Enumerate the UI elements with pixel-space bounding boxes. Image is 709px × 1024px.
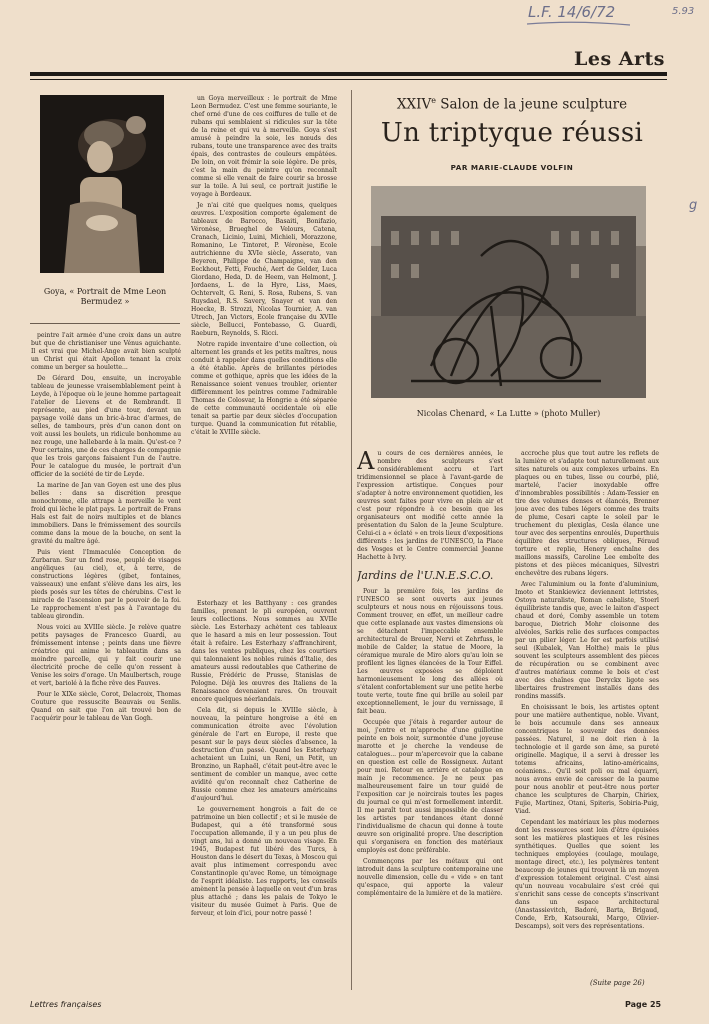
sculpture-photo [371, 186, 646, 398]
sculpture-photo-caption: Nicolas Chenard, « La Lutte » (photo Muller) [416, 409, 601, 418]
footer-page-number: Page 25 [625, 1000, 662, 1009]
paragraph: De Gérard Dou, ensuite, un incroyable tableau de jeunesse vraisemblablement peint à Leyde, à l'époque où le jeune homme partageait l'atelier de Lievens et de Rembrandt. Il représente, au pied d'une tour, devant un paysage voilé dans un bric-à-brac d'armes, de selles, de tambours, près d'un canon dont on voit aussi les boulets, un ridicule bonhomme au nez rouge, une hallebarde à la main. Qu'est-ce ? Pour certains, une de ces charges de compagnie que les trois garçons faisaient l'un de l'autre. Pour le catalogue du musée, le portrait d'un officier de la société de tir de Leyde. [31, 375, 181, 478]
article-column-2 [515, 450, 659, 977]
article-intro [357, 450, 503, 562]
paragraph: Puis vient l'Immaculée Conception de Zurbaran. Sur un fond rose, peuplé de visages angéliques (au ciel), et, à terre, de constructions légères (gibet, fontaines, vaisseaux) une enfant s'élève dans les airs, les pieds posés sur les têtes de chérubins. C'est le miracle de l'ascension par le pouvoir de la foi. Le rapprochement n'est pas à l'avantage du tableau girondin. [31, 549, 181, 620]
paragraph: Le gouvernement hongrois a fait de ce patrimoine un bien collectif ; et si le musée de Budapest, qui a été transformé sous l'occupation allemande, il y a un peu plus de vingt ans, lui a donné un nouveau visage. En 1945, Budapest fut libéré des Turcs, à Houston dans le désert du Texas, à Moscou qui avait plus intimement correspondu avec Constantinople qu'avec Rome, un témoignage de l'esprit idéaliste. Les rapports, les conseils amènent la pensée à laquelle on veut d'un bras plus attaché ; dans les palais de Tokyo le visiteur du musée Guimet à Paris. Que de ferveur, et loin d'ici, pour notre passé ! [191, 806, 337, 917]
paragraph: En choisissant le bois, les artistes optent pour une matière authentique, noble. Vivant, le bois accumule dans ses anneaux concentriques le souvenir des données passées. Naturel, il ne doit rien à la technologie et il garde son âme, sa pureté originelle. Magique, il a servi à dresser les totems africains, latino-américains, océaniens... Qu'il soit poli ou mal équarri, nous avons envie de caresser de la paume pour nous anoblir et peut-être nous porter chance les sculptures de Charpin, Chiriex, Fujie, Martinez, Otani, Spiteris, Sobiria-Puig, Viad. [515, 704, 659, 815]
paragraph: Occupée que j'étais à regarder autour de moi, j'entre et m'approche d'une guillotine peinte en bois noir, surmontée d'une joyeuse marotte et je cherche la vendeuse de catalogues... pour m'apercevoir que la cabane en question est celle de Rossigneux. Autant pour moi. Retour en arrière et catalogue en main je recommence. Je ne peux pas malheureusement faire un tour guidé de l'exposition car je noircirais toutes les pages du journal ce qui m'est formellement interdit. Il me paraît tout aussi impossible de classer les artistes par tendances étant donné l'individualisme de chacun qui donne à toute œuvre son originalité propre. Une description qui s'organisera en fonction des matériaux employés est donc préférable. [357, 719, 503, 854]
paragraph: Nous voici au XVIIIe siècle. Je relève quatre petits paysages de Francesco Guardi, au frémissement intense ; peints dans une fièvre créatrice qui anime le tableautin dans sa moindre parcelle, qui y fait courir une électricité proche de celle qu'on ressent à Venise les soirs d'orage. Un Maulbertsch, rouge et vert, bariolé à la fiche rêve des Fauves. [31, 624, 181, 687]
paragraph: Commençons par les métaux qui ont introduit dans la sculpture contemporaine une nouvelle dimension, celle du « vide » en tant qu'espace, qui apporte la valeur complémentaire de la lumière et de la matière. [357, 858, 503, 897]
paragraph: Cependant les matériaux les plus modernes dont les ressources sont loin d'être épuisées sont les matières plastiques et les résines synthétiques. Quelles que soient les techniques employées (coulage, moulage, montage direct, etc.), les polymères tentent beaucoup de jeunes qui trouvent là un moyen d'expression totalement original. C'est ainsi qu'un nouveau vocabulaire s'est créé qui s'enrichit sans cesse de concepts s'inscrivant dans un espace architectural (Anastassievitch, Badoré, Barta, Brigaud, Conde, Erb, Katsouraki, Margo, Olivier-Descamps), soit vers des représentations. [515, 819, 659, 930]
paragraph: Notre rapide inventaire d'une collection, où alternent les grands et les petits maîtres, nous conduit à rappeler dans quelles conditions elle a été établie. Après de brillantes périodes comme et gothique, après que les idées de la Renaissance soient venues troubler, orienter différemment les peintres comme l'admirable Thomas de Colosvar, la Hongrie a été séparée de cette communauté occidentale où elle tenait sa partie par deux siècles d'occupation turque. Quand la communication fut rétablie, c'était le XVIIIe siècle. [191, 341, 337, 436]
article-byline: PAR MARIE-CLAUDE VOLFIN [450, 163, 574, 172]
paragraph: Pour la première fois, les jardins de l'UNESCO se sont ouverts aux jeunes sculpteurs et nous nous en réjouissons tous. Comment trouver, en effet, un meilleur cadre que cette esplanade aux vastes dimensions où se détachent l'impeccable ensemble architectural de Breuer, Nervi et Zehrfuss, le mobile de Calder, la statue de Moore, la céramique murale de Miro alors qu'au loin se profilent les lignes élancées de la Tour Eiffel. Les œuvres exposées se déploient harmonieusement le long des allées où s'étalent confortablement sur une petite herbe toute verte, toute fine qui brille au soleil par exceptionnellement, le jour du vernissage, il fait beau. [357, 588, 503, 715]
header-rule-thick [30, 72, 667, 76]
section-title: Les Arts [574, 48, 665, 70]
paragraph: Je n'ai cité que quelques noms, quelques œuvres. L'exposition comporte également de tableaux de Barocco, Basaiti, Bonifazio, Véronèse, Brueghel de Velours, Catena, Cranach, Licinio, Luini, Michieli, Morazzone, Romanino, Le Tintoret, P. Véronèse, Ecole autrichienne du XVIe siècle, Asserato, van Beyeren, Philippe de Champaigne, van den Eeckhout, Fetti, Fouché, Aert de Gelder, Luca Giordano, Heda, D. de Heem, van Helmont, J. Jordaens, L. de la Hyre, Liss, Maes, Ochtervelt, G. Reni, S. Rosa, Rubens, S. van Ruysdael, R.S. Savery, Snayer et van den Hoecke, B. Strozzi, Nicolas Tournier, A. van Utrech, Jan Victors, Ecole française du XVIIe siècle, Bellucci, Fontebasso, G. Guardi, Raeburn, Reynolds, S. Ricci. [191, 202, 337, 337]
handwritten-underline [525, 18, 635, 28]
handwritten-date-note: L.F. 14/6/72 [528, 3, 616, 21]
dropcap: A [357, 450, 375, 475]
kicker-rest: Salon de la jeune sculpture [435, 96, 628, 113]
column-middle-main [191, 600, 337, 992]
column-divider [351, 90, 352, 990]
paragraph: Pour le XIXe siècle, Corot, Delacroix, Thomas Couture que ressuscite Beauvais ou Senlis. Quand on sait que l'on ait trouvé bon de l'acquérir pour le tableau de Van Gogh. [31, 691, 181, 722]
paragraph: Cela dit, si depuis le XVIIIe siècle, à nouveau, la peinture hongroise a été en communication étroite avec l'évolution générale de l'art en Europe, il reste que pesant sur le pays deux siècles d'absence, la destruction d'un passé. Quand les Esterhazy achetaient un Luini, un Reni, un Petit, un Bronzino, un Raphaël, c'était peut-être avec le sentiment de combler un manque, avec cette avidité qu'on reconnaît chez Catherine de Russie comme chez les amateurs américains d'aujourd'hui. [191, 707, 337, 802]
article-column-1 [357, 450, 503, 992]
left-caption-rule [30, 323, 180, 324]
column-left-main [31, 332, 181, 992]
goya-portrait-photo [40, 95, 164, 273]
subhead-unesco: Jardins de l'U.N.E.S.C.O. [357, 569, 494, 582]
header-rule-thin [30, 79, 667, 80]
kicker-sup: e [431, 96, 436, 105]
intro-text: u cours de ces dernières années, le nombre des sculpteurs s'est considérablement accru et l'art tridimensionnel se place à l'avant-garde de l'expression artistique. Conçues pour s'adapter à notre environnement quotidien, les œuvres sont faites pour vivre en plein air et c'est pour répondre à ce besoin que les organisateurs ont modifié cette année la présentation du Salon de la Jeune Sculpture. Celui-ci a « éclaté » en trois lieux d'expositions différents : les jardins de l'UNESCO, la Place des Vosges et le Centre commercial Jeanne Hachette à Ivry. [357, 450, 503, 561]
goya-photo-caption: Goya, « Portrait de Mme Leon Bermudez » [43, 287, 167, 306]
paragraph: accroche plus que tout autre les reflets de la lumière et s'adapte tout naturellement aux sites naturels ou aux complexes urbains. En plaques ou en tubes, lisse ou courbé, plié, martelé, l'acier inoxydable offre d'innombrables possibilités : Adam-Tessier en tire des volumes denses et élancés, Brenner joue avec des tubes légers comme des traits de plume, Cesari capte le soleil par le truchement du plexiglas, Cesla élance une tour avec des serpentins enroulés, Duperthuis équilibre des structures obliques, Féraud torture et replie, Henery enchaîne des maillons massifs, Caroline Lee emboîte des pistons et des pièces mécaniques, Silvestri enchevêtre des rubans légers. [515, 450, 659, 577]
kicker-prefix: XXIV [396, 96, 432, 113]
article-headline: Un triptyque réussi [380, 118, 644, 148]
paragraph: Avec l'aluminium ou la fonte d'aluminium, Imoto et Stankiewicz deviennent lettristes, Ostoya naturaliste, Roman cabaliste, Stoerl équilibriste tandis que, avec le laiton d'aspect chaud et doré, Comby assemble un totem baroque, Dietrich Mohr cloisonne des alvéoles, Sarkis relie des surfaces compactes par un pilier léger. Le fer est parfois utilisé seul (Kubalek, Van Holthe) mais le plus souvent les sculpteurs assemblent des pièces de récupération ou se combinent avec d'autres matériaux comme le bois et c'est avec des chaînes que Deryckx ligote ses libertaires frustrement installés dans des rondins massifs. [515, 581, 659, 700]
continuation-note: (Suite page 26) [590, 979, 645, 987]
footer-publication: Lettres françaises [30, 1000, 102, 1009]
paragraph: La marine de Jan van Goyen est une des plus belles : dans sa discrétion presque monochrome, elle attrape à merveille le vent froid qui lèche le plat pays. Le portrait de Frans Hals est fait de noirs multiples et de blancs immobiliers. Dans le frémissement des sourcils comme dans la moue de la bouche, on sent la gravité du maître âgé. [31, 482, 181, 545]
paragraph: Esterhazy et les Batthyany : ces grandes familles, prenant le pli européen, ouvrent leurs collections. Nous sommes au XVIIe siècle. Les Esterhazy achètent ces tableaux que le hasard a mis en leur possession. Tout était à refaire. Les Esterhazy s'affranchirent, dans les ventes publiques, chez les courtiers qui talonnaient les nobles ruinés d'Italie, des amateurs aussi redoutables que Catherine de Russie, Frédéric de Prusse, Stanislas de Pologne. Déjà les œuvres des Italiens de la Renaissance devenaient rares. On trouvait encore quelques néerlandais. [191, 600, 337, 703]
paragraph: un Goya merveilleux : le portrait de Mme Leon Bermudez. C'est une femme souriante, le chef orné d'une de ces coiffures de tulle et de rubans qui semblaient si ridicules sur la tête de la reine et qui vu à merveille. Goya s'est amusé à peindre la soie, les nœuds des rubans, toute une transparence avec des traits épais, des contrastes de couleurs empâtées. De loin, on voit frémir la soie légère. De près, c'est la main du peintre qu'on reconnaît comme si elle venait de faire courir sa brosse sur la toile. A lui seul, ce portrait justifie le voyage à Bordeaux. [191, 95, 337, 198]
paragraph: peintre l'ait armée d'une croix dans un autre but que de christianiser une Vénus aguichante. Il est vrai que Michel-Ange avait bien sculpté un Christ qui était Apollon tenant la croix comme un berger sa houlette... [31, 332, 181, 371]
handwritten-margin-mark: g [689, 198, 698, 213]
article-kicker [362, 96, 662, 113]
handwritten-page-ref: 5.93 [672, 6, 695, 17]
column-goya-text [191, 95, 337, 600]
